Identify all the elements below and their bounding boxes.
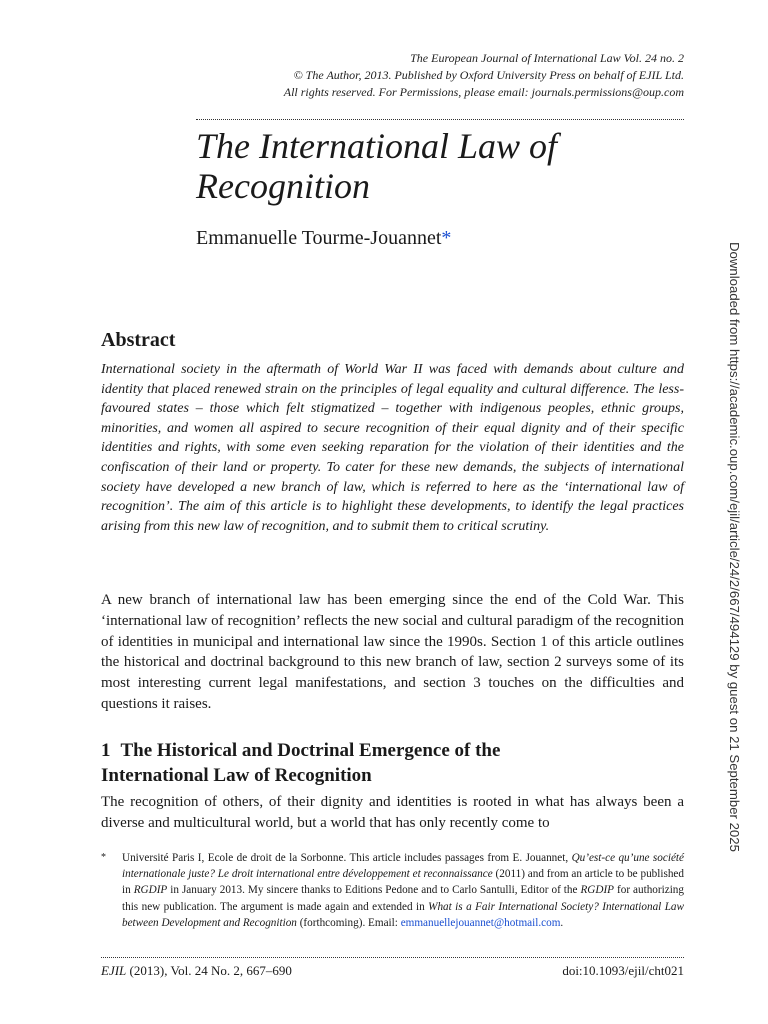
article-title: [196, 126, 696, 206]
journal-abbreviation: EJIL: [101, 963, 127, 978]
citation-text: (2013), Vol. 24 No. 2, 667–690: [126, 963, 292, 978]
footer-doi: doi:10.1093/ejil/cht021: [562, 963, 684, 978]
footnote-part: in January 2013. My sincere thanks to Editions Pedone and to Carlo Santulli, Editor of the: [167, 884, 581, 897]
download-notice-text: Downloaded from https://academic.oup.com/ejil/article/24/2/667/494129 by guest on 21 September 2025: [727, 242, 742, 852]
abstract-heading: Abstract: [101, 329, 176, 351]
footnote-part: Université Paris I, Ecole de droit de la Sorbonne. This article includes passages from E. Jouannet,: [122, 852, 572, 864]
title-line-1: The International Law of: [196, 126, 558, 166]
footnote-part: .: [560, 916, 564, 929]
journal-header: [204, 50, 684, 101]
footer-divider: [101, 957, 684, 958]
footnote-book-title: What is a Fair International Society? International Law between Development and Recognition: [122, 900, 684, 929]
footnote-part: (2011) and from an article to be published in: [122, 868, 684, 897]
footnote-mark: *: [101, 852, 106, 863]
footnote-book-title: Qu’est-ce qu’une société internationale juste? Le droit international entre développement et reconnaissance: [122, 852, 684, 881]
abstract-text: International society in the aftermath of World War II was faced with demands about culture and identity that placed renewed strain on the principles of legal equality and cultural difference. The less-favoured states – those which felt stigmatized – together with indigenous peoples, ethnic groups, minorities, and women all aspired to secure recognition of their equal dignity and of their specific identities and rights, with some even seeking reparation for the violation of their identities and the confiscation of their land or property. To cater for these new demands, the subjects of international society have developed a new branch of law, which is referred to here as the ‘international law of recognition’. The aim of this article is to highlight these developments, to identify the legal practices arising from this new law of recognition, and to submit them to critical scrutiny.: [101, 362, 684, 534]
footnote-part: for authorizing this new publication. The argument is made again and extended in: [122, 884, 684, 913]
footer-citation: [101, 963, 292, 979]
title-line-2: Recognition: [196, 166, 370, 206]
footnote-journal: RGDIP: [133, 884, 168, 897]
copyright-line: © The Author, 2013. Published by Oxford University Press on behalf of EJIL Ltd.: [293, 68, 684, 82]
footnote-journal: RGDIP: [580, 884, 615, 897]
footnote-text: [122, 850, 684, 931]
author-name: Emmanuelle Tourme-Jouannet: [196, 227, 442, 249]
section-heading-line-1: The Historical and Doctrinal Emergence of the: [120, 740, 501, 761]
section-heading: [101, 738, 661, 788]
footnote-part: (forthcoming). Email:: [296, 916, 401, 929]
section-number: 1: [101, 740, 111, 761]
permissions-line: All rights reserved. For Permissions, please email: journals.permissions@oup.com: [283, 85, 684, 99]
author-email-link[interactable]: emmanuellejouannet@hotmail.com: [400, 916, 561, 929]
author-byline: [196, 227, 676, 250]
download-notice: [724, 242, 746, 852]
footnote: [101, 850, 684, 931]
journal-header-line: The European Journal of International Law Vol. 24 no. 2: [410, 51, 684, 65]
section-paragraph: The recognition of others, of their dignity and identities is rooted in what has always been a diverse and multicultural world, but a world that has only recently come to: [101, 794, 684, 831]
author-footnote-link[interactable]: *: [441, 227, 452, 249]
header-divider: [196, 119, 684, 120]
section-heading-line-2: International Law of Recognition: [101, 765, 372, 786]
intro-paragraph: A new branch of international law has been emerging since the end of the Cold War. This ‘international law of recognition’ reflects the new social and cultural paradigm of the recognition of identities in municipal and international law since the 1990s. Section 1 of this article outlines the historical and doctrinal background to this new branch of law, section 2 surveys some of its most interesting current legal manifestations, and section 3 touches on the difficulties and questions it raises.: [101, 592, 684, 712]
